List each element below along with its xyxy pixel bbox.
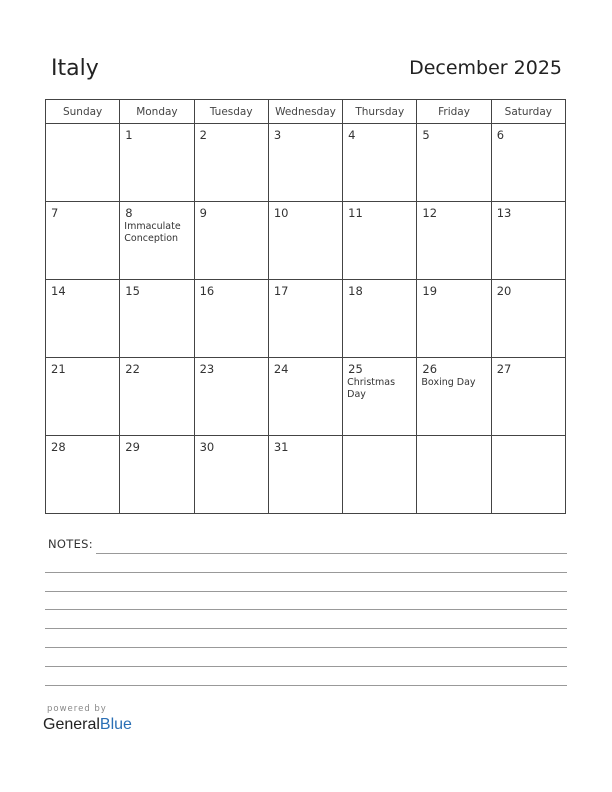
weekday-sunday: Sunday <box>46 100 120 124</box>
day-cell <box>194 202 268 280</box>
day-number: 30 <box>199 440 215 454</box>
day-number: 10 <box>273 206 289 220</box>
powered-by-text: powered by <box>47 704 107 714</box>
day-cell <box>120 358 194 436</box>
day-cell <box>120 436 194 514</box>
calendar-week-row <box>46 358 566 436</box>
day-number: 1 <box>125 128 133 142</box>
day-number: 22 <box>125 362 140 376</box>
day-cell <box>194 436 268 514</box>
weekday-monday: Monday <box>120 100 194 124</box>
day-cell <box>46 436 120 514</box>
day-cell <box>268 202 342 280</box>
day-cell <box>343 124 417 202</box>
weekday-thursday: Thursday <box>343 100 417 124</box>
holiday-label: Immaculate Conception <box>124 221 181 244</box>
day-cell <box>343 436 417 514</box>
country-title: Italy <box>51 56 99 81</box>
brand-general: General <box>43 716 100 733</box>
note-line <box>96 553 567 554</box>
day-number: 27 <box>496 362 512 376</box>
day-cell <box>46 280 120 358</box>
calendar-week-row <box>46 280 566 358</box>
day-number: 24 <box>273 362 289 376</box>
day-cell <box>46 358 120 436</box>
day-cell <box>46 202 120 280</box>
day-cell <box>417 436 491 514</box>
day-number: 12 <box>422 206 438 220</box>
weekday-saturday: Saturday <box>491 100 565 124</box>
weekday-wednesday: Wednesday <box>268 100 342 124</box>
calendar-body <box>46 124 566 514</box>
day-number: 23 <box>199 362 215 376</box>
holiday-label: Christmas Day <box>347 377 396 400</box>
day-cell <box>491 436 565 514</box>
day-cell <box>491 358 565 436</box>
day-cell <box>417 124 491 202</box>
day-cell <box>343 202 417 280</box>
day-cell <box>120 280 194 358</box>
day-number: 2 <box>199 128 207 142</box>
day-number: 4 <box>348 128 356 142</box>
note-line <box>45 572 567 573</box>
day-number: 15 <box>125 284 140 298</box>
day-number: 17 <box>273 284 289 298</box>
day-cell <box>120 124 194 202</box>
note-line <box>45 647 567 648</box>
day-number: 5 <box>422 128 430 142</box>
day-cell <box>194 280 268 358</box>
day-cell <box>417 358 491 436</box>
day-number: 29 <box>125 440 140 454</box>
day-number: 25 <box>348 362 363 376</box>
day-number: 26 <box>422 362 438 376</box>
day-number: 13 <box>496 206 512 220</box>
day-cell <box>491 280 565 358</box>
day-number: 31 <box>273 440 289 454</box>
day-cell <box>268 358 342 436</box>
day-number: 28 <box>51 440 66 454</box>
note-line <box>45 666 567 667</box>
day-number: 18 <box>348 284 363 298</box>
day-number: 11 <box>348 206 363 220</box>
day-number: 21 <box>51 362 66 376</box>
note-line <box>45 628 567 629</box>
notes-label: NOTES: <box>48 537 93 551</box>
day-number: 9 <box>199 206 207 220</box>
weekday-tuesday: Tuesday <box>194 100 268 124</box>
day-number: 8 <box>125 206 133 220</box>
calendar-week-row <box>46 124 566 202</box>
day-cell <box>343 358 417 436</box>
calendar-grid <box>45 99 566 514</box>
note-line <box>45 609 567 610</box>
day-cell <box>417 280 491 358</box>
weekday-header-row <box>46 100 566 124</box>
note-line <box>45 591 567 592</box>
day-cell <box>417 202 491 280</box>
day-cell <box>268 436 342 514</box>
generalblue-logo <box>43 716 132 734</box>
weekday-friday: Friday <box>417 100 491 124</box>
day-number: 7 <box>51 206 59 220</box>
day-number: 14 <box>51 284 66 298</box>
day-cell <box>194 124 268 202</box>
day-cell <box>120 202 194 280</box>
day-cell <box>491 202 565 280</box>
brand-blue: Blue <box>99 716 132 733</box>
day-cell <box>194 358 268 436</box>
month-year-title: December 2025 <box>409 57 562 79</box>
day-number: 16 <box>199 284 215 298</box>
note-line <box>45 685 567 686</box>
day-cell <box>491 124 565 202</box>
day-cell <box>268 124 342 202</box>
calendar-week-row <box>46 436 566 514</box>
calendar-week-row <box>46 202 566 280</box>
day-cell <box>46 124 120 202</box>
day-cell <box>268 280 342 358</box>
day-number: 6 <box>496 128 505 142</box>
day-number: 3 <box>273 128 282 142</box>
day-cell <box>343 280 417 358</box>
holiday-label: Boxing Day <box>421 377 476 388</box>
day-number: 20 <box>496 284 512 298</box>
day-number: 19 <box>422 284 438 298</box>
